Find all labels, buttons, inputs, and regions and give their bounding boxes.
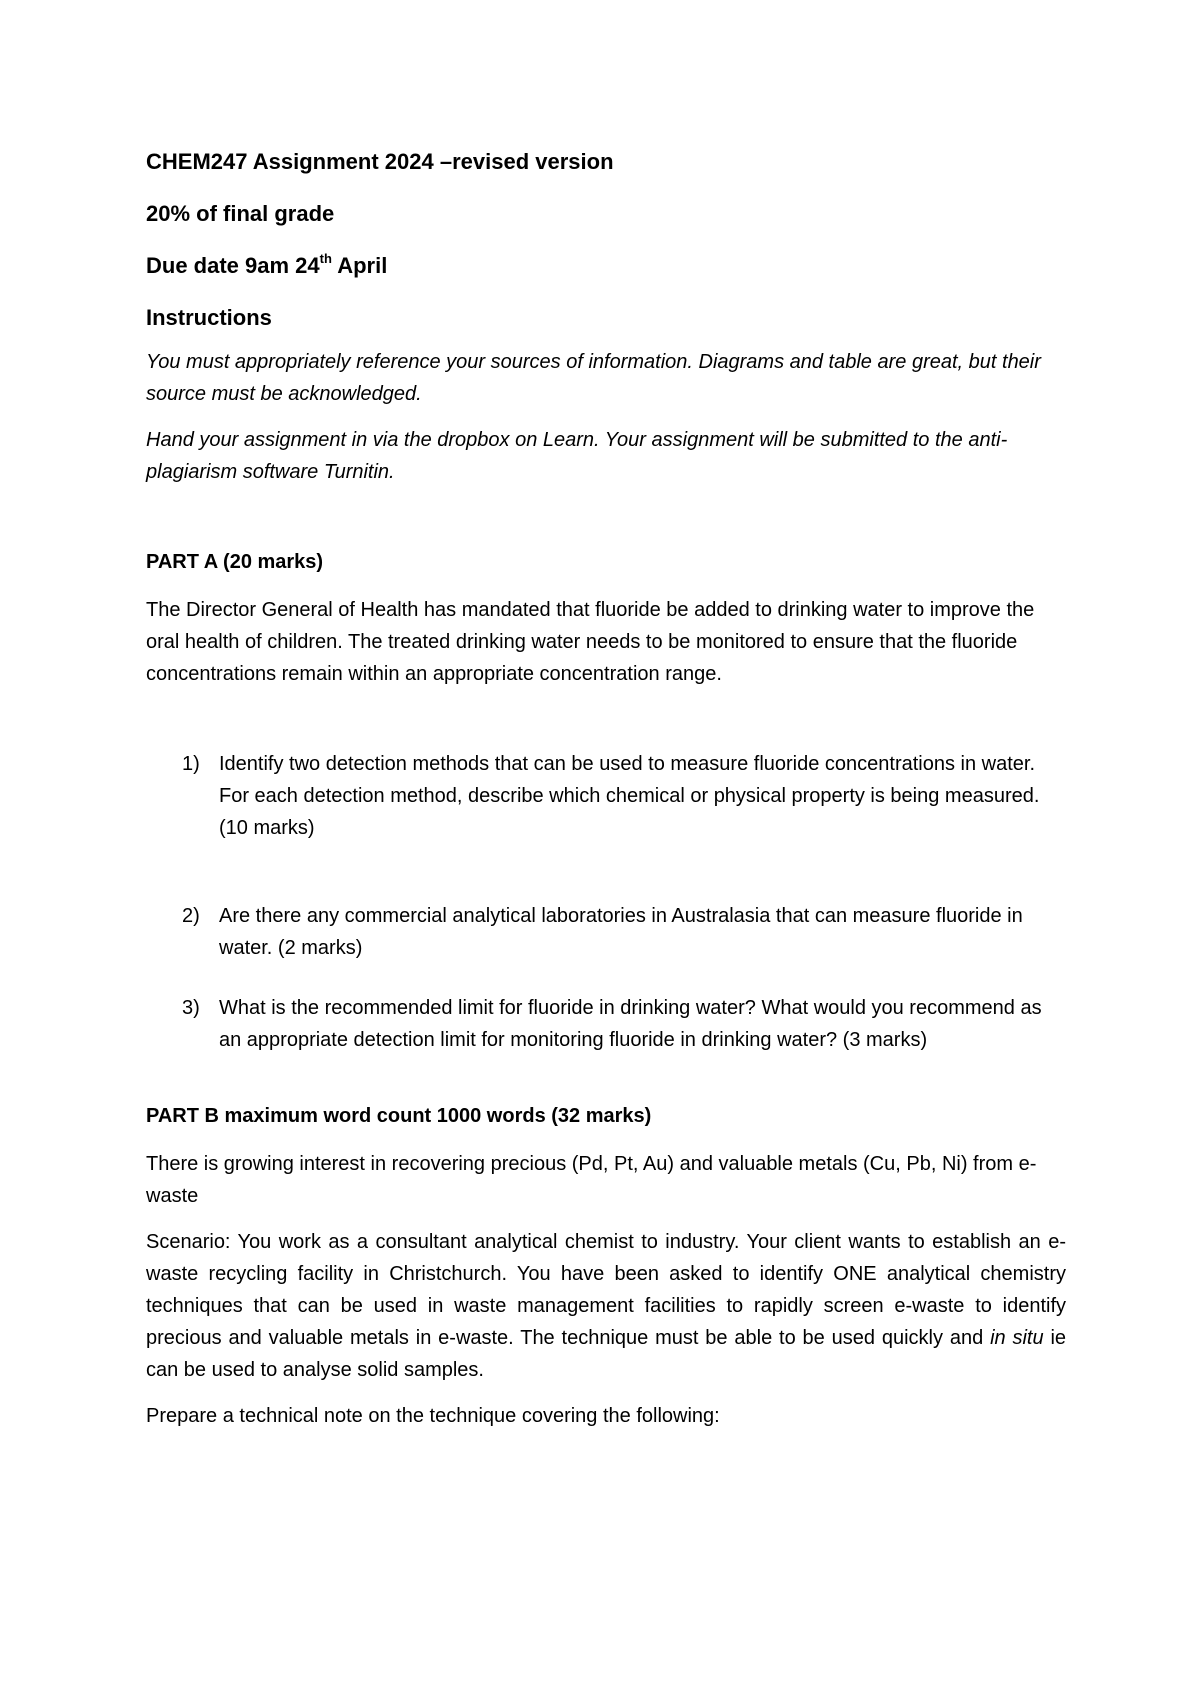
question-number: 1): [182, 753, 200, 775]
question-3: [146, 992, 1066, 1056]
instructions-submission: Hand your assignment in via the dropbox on Learn. Your assignment will be submitted to the anti-plagiarism software Turnitin.: [146, 429, 1008, 483]
grade-weight: 20% of final grade: [146, 201, 335, 226]
question-1: [146, 748, 1066, 844]
question-text: Identify two detection methods that can be used to measure fluoride concentrations in water. For each detection method, describe which chemical or physical property is being measured. (10 marks): [219, 753, 1040, 839]
instructions-heading: Instructions: [146, 305, 272, 330]
part-b-intro: There is growing interest in recovering precious (Pd, Pt, Au) and valuable metals (Cu, Pb, Ni) from e-waste: [146, 1153, 1037, 1207]
question-number: 3): [182, 997, 200, 1019]
part-a-questions: [146, 748, 1066, 1056]
scenario-in-situ: in situ: [990, 1327, 1044, 1349]
due-date-suffix: April: [331, 253, 388, 278]
scenario-text: Scenario: You work as a consultant analytical chemist to industry. Your client wants to establish an e-waste recycling facility in Christchurch. You have been asked to identify ONE analytical chemistry techniques that can be used in waste management facilities to rapidly screen e-waste to identify precious and valuable metals in e-waste. The technique must be able to be used quickly and: [146, 1231, 1066, 1349]
question-text: Are there any commercial analytical laboratories in Australasia that can measure fluoride in water. (2 marks): [219, 905, 1023, 959]
part-b-heading: PART B maximum word count 1000 words (32 marks): [146, 1105, 652, 1127]
part-b-scenario: [146, 1226, 1066, 1386]
assignment-title: CHEM247 Assignment 2024 –revised version: [146, 149, 614, 174]
question-2: [146, 900, 1066, 964]
question-number: 2): [182, 905, 200, 927]
instructions-referencing: You must appropriately reference your sources of information. Diagrams and table are great, but their source must be acknowledged.: [146, 351, 1041, 405]
scenario-text-end: ie can be used to analyse solid samples.: [146, 1327, 1067, 1381]
part-a-heading: PART A (20 marks): [146, 551, 324, 573]
part-a-intro: The Director General of Health has mandated that fluoride be added to drinking water to improve the oral health of children. The treated drinking water needs to be monitored to ensure that the fluoride concentrations remain within an appropriate concentration range.: [146, 599, 1035, 685]
question-text: What is the recommended limit for fluoride in drinking water? What would you recommend as an appropriate detection limit for monitoring fluoride in drinking water? (3 marks): [219, 997, 1042, 1051]
due-date: [146, 250, 1066, 282]
part-b-prepare: Prepare a technical note on the technique covering the following:: [146, 1405, 720, 1427]
due-date-ordinal: th: [319, 250, 332, 266]
document-content: [146, 146, 1066, 1446]
due-date-prefix: Due date 9am 24: [146, 253, 320, 278]
